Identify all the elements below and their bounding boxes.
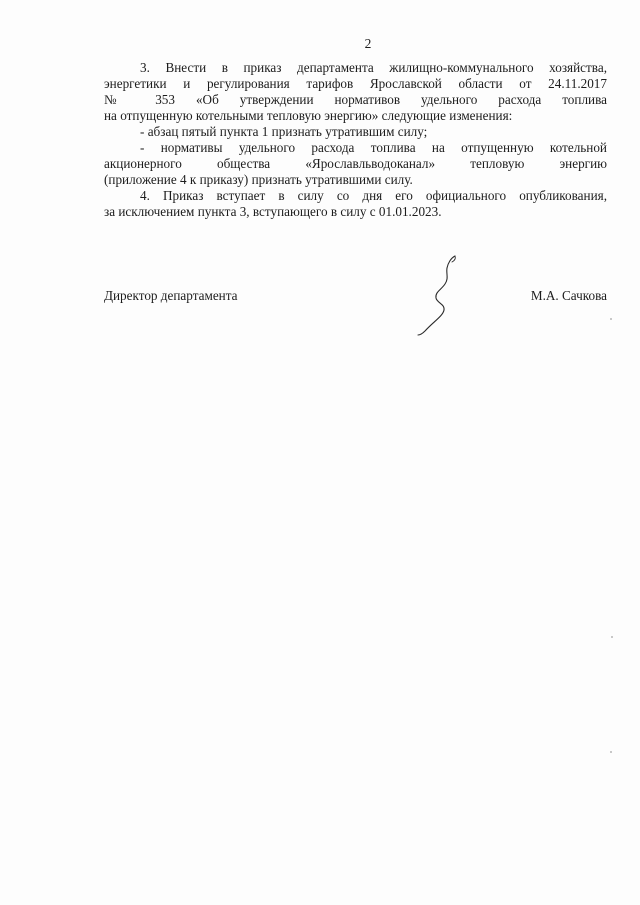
amendment-item-2 bbox=[104, 140, 607, 188]
paragraph-3-line-1: 3. Внести в приказ департамента жилищно-коммунального хозяйства, bbox=[140, 60, 607, 75]
paragraph-3-line-2: энергетики и регулирования тарифов Ярославской области от 24.11.2017 bbox=[104, 76, 607, 91]
paragraph-3-line-3: № 353 «Об утверждении нормативов удельного расхода топлива bbox=[104, 92, 607, 107]
paragraph-4 bbox=[104, 188, 607, 220]
paragraph-3 bbox=[104, 60, 607, 124]
amendment-item-2-line-2: акционерного общества «Ярославльводоканал» тепловую энергию bbox=[104, 156, 607, 171]
amendment-item-1-line-1: - абзац пятый пункта 1 признать утратившим силу; bbox=[140, 124, 428, 139]
amendment-item-2-line-1: - нормативы удельного расхода топлива на отпущенную котельной bbox=[140, 140, 607, 155]
scan-speck bbox=[610, 318, 612, 320]
page-number: 2 bbox=[364, 36, 372, 51]
document-body bbox=[104, 60, 607, 220]
scan-speck bbox=[611, 636, 613, 638]
signatory-title: Директор департамента bbox=[104, 288, 238, 303]
scan-speck bbox=[610, 751, 612, 753]
handwritten-signature bbox=[415, 254, 470, 336]
amendment-item-2-line-3: (приложение 4 к приказу) признать утратившими силу. bbox=[104, 172, 413, 187]
amendment-item-1 bbox=[104, 124, 607, 140]
paragraph-4-line-2: за исключением пункта 3, вступающего в силу с 01.01.2023. bbox=[104, 204, 442, 219]
paragraph-4-line-1: 4. Приказ вступает в силу со дня его официального опубликования, bbox=[140, 188, 607, 203]
paragraph-3-line-4: на отпущенную котельными тепловую энергию» следующие изменения: bbox=[104, 108, 513, 123]
signature-block bbox=[104, 288, 607, 308]
signatory-name: М.А. Сачкова bbox=[530, 288, 607, 303]
